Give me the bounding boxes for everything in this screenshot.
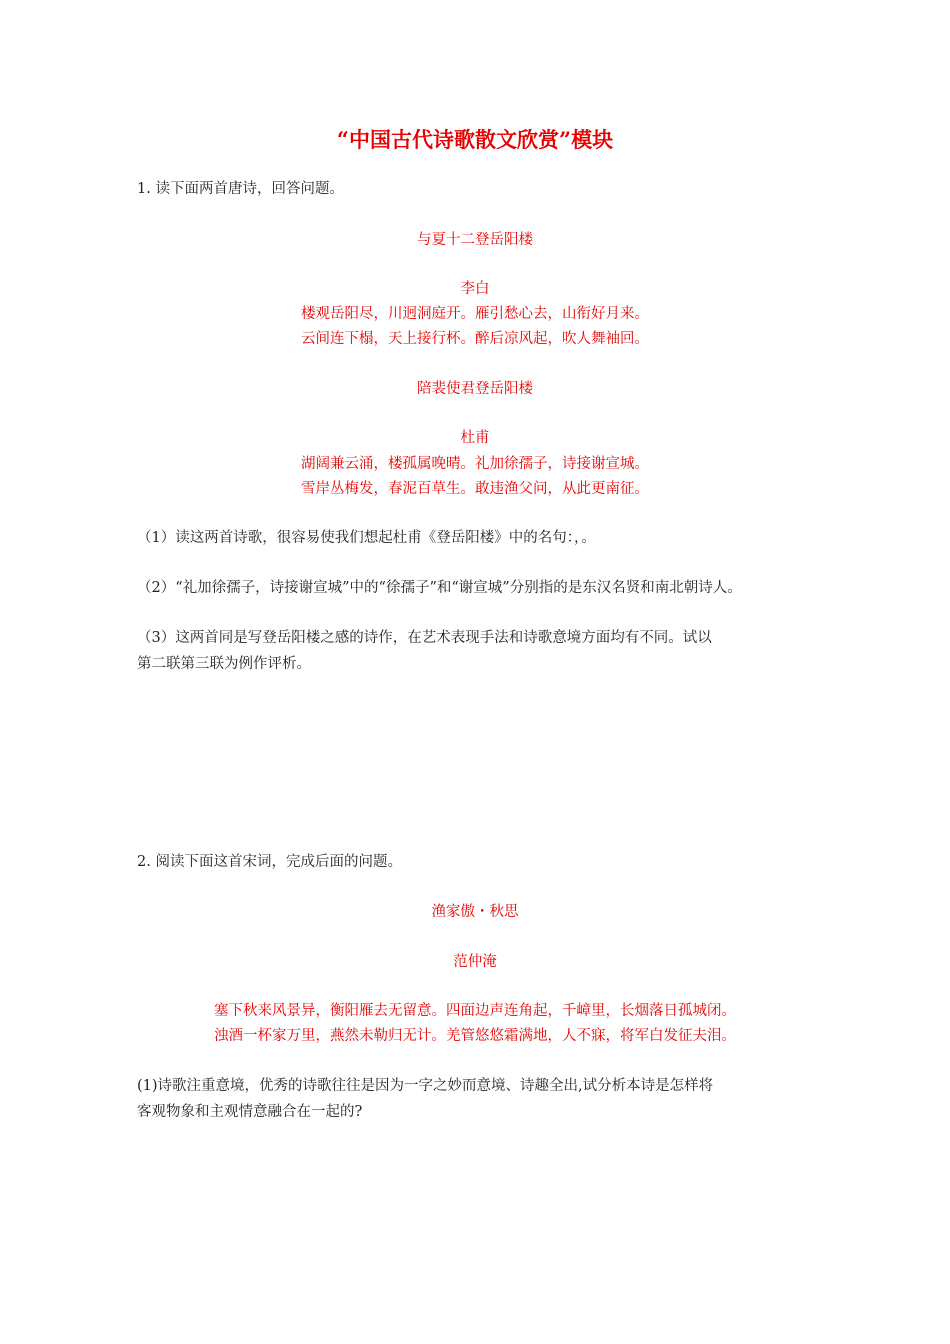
question-2-intro: 2. 阅读下面这首宋词，完成后面的问题。 bbox=[137, 854, 402, 870]
question-1-sub-1: （1）读这两首诗歌，很容易使我们想起杜甫《登岳阳楼》中的名句：，。 bbox=[137, 530, 596, 546]
question-1-intro: 1. 读下面两首唐诗，回答问题。 bbox=[137, 181, 344, 197]
poem-1-line-2: 云间连下榻，天上接行杯。醉后凉风起，吹人舞袖回。 bbox=[301, 331, 649, 347]
poem-3-line-1: 塞下秋来风景异，衡阳雁去无留意。四面边声连角起，千嶂里，长烟落日孤城闭。 bbox=[214, 1003, 736, 1019]
poem-2-line-2: 雪岸丛梅发，春泥百草生。敢违渔父问，从此更南征。 bbox=[301, 481, 649, 497]
poem-3-author: 范仲淹 bbox=[453, 954, 497, 970]
poem-2-title: 陪裴使君登岳阳楼 bbox=[417, 381, 533, 397]
poem-1-line-1: 楼观岳阳尽，川迥洞庭开。雁引愁心去，山衔好月来。 bbox=[301, 306, 649, 322]
question-2-sub-1-line-2: 客观物象和主观情意融合在一起的? bbox=[137, 1104, 363, 1120]
poem-1-title: 与夏十二登岳阳楼 bbox=[417, 232, 533, 248]
question-2-sub-1-line-1: (1)诗歌注重意境，优秀的诗歌往往是因为一字之妙而意境、诗趣全出,试分析本诗是怎样将 bbox=[137, 1078, 714, 1094]
poem-2-author: 杜甫 bbox=[460, 430, 490, 446]
question-1-sub-2: （2）“礼加徐孺子，诗接谢宣城”中的“徐孺子”和“谢宣城”分别指的是东汉名贤和南北朝诗人。 bbox=[137, 580, 742, 596]
question-1-sub-3-line-1: （3）这两首同是写登岳阳楼之感的诗作，在艺术表现手法和诗歌意境方面均有不同。试以 bbox=[137, 630, 712, 646]
poem-3-line-2: 浊酒一杯家万里，燕然未勒归无计。羌管悠悠霜满地，人不寐，将军白发征夫泪。 bbox=[214, 1028, 736, 1044]
page-title: “中国古代诗歌散文欣赏”模块 bbox=[336, 127, 614, 152]
poem-3-title: 渔家傲・秋思 bbox=[431, 904, 519, 920]
poem-2-line-1: 湖阔兼云涌，楼孤属晚晴。礼加徐孺子，诗接谢宣城。 bbox=[301, 456, 649, 472]
poem-1-author: 李白 bbox=[460, 281, 490, 297]
question-1-sub-3-line-2: 第二联第三联为例作评析。 bbox=[137, 656, 311, 672]
